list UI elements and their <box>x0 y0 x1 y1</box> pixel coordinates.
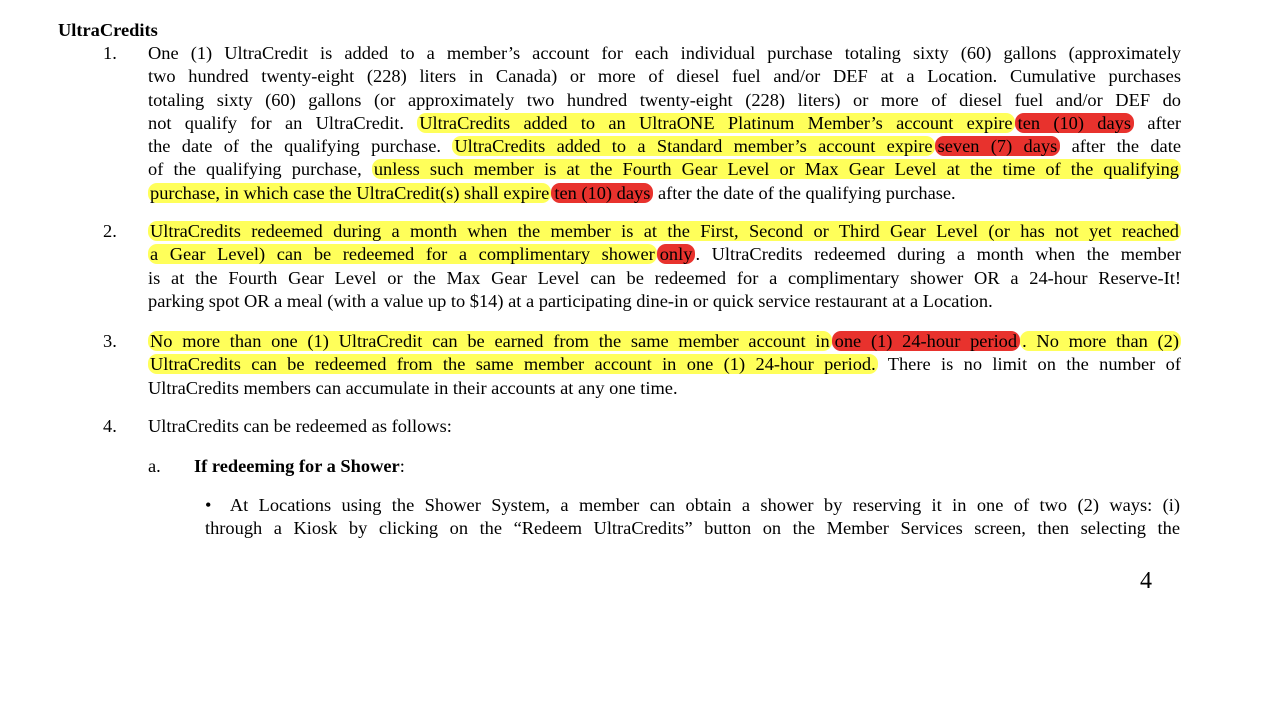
text-line <box>148 42 1181 65</box>
text-span: two hundred twenty-eight (228) liters in Canada) or more of diesel fuel and/or DEF at a Location. Cumulative purchases <box>148 66 1181 87</box>
yellow-highlight: purchase, in which case the UltraCredit(s) shall expire <box>150 182 550 203</box>
text-span: the date of the qualifying purchase. <box>148 136 453 157</box>
text-line <box>148 65 1181 88</box>
text-line <box>148 135 1181 158</box>
yellow-highlight: . No more than (2) <box>1022 331 1179 351</box>
list-number: 3. <box>103 331 117 351</box>
red-highlight: one (1) 24-hour period <box>832 331 1020 351</box>
text-line <box>148 290 1181 313</box>
text-line <box>148 158 1181 181</box>
text-line <box>148 89 1181 112</box>
red-highlight: only <box>657 244 696 264</box>
text-span: is at the Fourth Gear Level or the Max Gear Level can be redeemed for a complimentary shower OR a 24-hour Reserve-It! <box>148 267 1181 288</box>
text-line <box>148 112 1181 135</box>
text-span: UltraCredits members can accumulate in their accounts at any one time. <box>148 377 678 398</box>
text-span: . UltraCredits redeemed during a month when the member <box>695 244 1181 265</box>
text-span: totaling sixty (60) gallons (or approximately two hundred twenty-eight (228) liters) or more of diesel fuel and/or DEF do <box>148 89 1181 110</box>
sub-item-title <box>194 455 405 478</box>
list-number: 4. <box>103 416 117 436</box>
text-span: There is no limit on the number of <box>877 354 1181 375</box>
section-heading: UltraCredits <box>58 20 158 40</box>
red-highlight: ten (10) days <box>551 183 653 203</box>
text-line <box>148 220 1181 243</box>
list-item-text <box>148 330 1181 400</box>
bullet-line-2: through a Kiosk by clicking on the “Redeem UltraCredits” button on the Member Services screen, then selecting the <box>205 518 1180 539</box>
text-span: after the date <box>1060 136 1181 157</box>
yellow-highlight: a Gear Level) can be redeemed for a complimentary shower <box>150 244 655 265</box>
bullet-line-text: At Locations using the Shower System, a member can obtain a shower by reserving it in one of two (2) ways: (i) <box>211 495 1180 515</box>
text-span: after <box>1134 112 1182 133</box>
list-number: 2. <box>103 221 117 241</box>
list-item-text <box>148 220 1181 313</box>
page-number: 4 <box>1140 568 1152 594</box>
text-span: parking spot OR a meal (with a value up to $14) at a participating dine-in or quick service restaurant at a Location. <box>148 290 993 311</box>
text-span: after the date of the qualifying purchase. <box>653 182 956 203</box>
text-span: of the qualifying purchase, <box>148 159 372 180</box>
yellow-highlight: UltraCredits added to a Standard member’s account expire <box>454 136 933 157</box>
text-span: One (1) UltraCredit is added to a member’s account for each individual purchase totaling sixty (60) gallons (approximately <box>148 43 1181 63</box>
list-number: 1. <box>103 43 117 63</box>
yellow-highlight: No more than one (1) UltraCredit can be earned from the same member account in <box>150 331 830 351</box>
text-line <box>148 353 1181 376</box>
text-line <box>148 243 1181 266</box>
text-line <box>148 415 1181 438</box>
yellow-highlight: unless such member is at the Fourth Gear Level or Max Gear Level at the time of the qualifying <box>373 159 1179 180</box>
yellow-highlight: UltraCredits added to an UltraONE Platinum Member’s account expire <box>419 112 1013 133</box>
text-line <box>148 182 1181 205</box>
bullet-paragraph <box>205 494 1180 541</box>
text-line <box>148 267 1181 290</box>
list-item-text <box>148 42 1181 205</box>
sub-item-title-bold: If redeeming for a Shower <box>194 456 400 476</box>
text-line <box>148 330 1181 353</box>
text-line <box>148 377 1181 400</box>
bullet-line-1 <box>205 494 1180 517</box>
sub-item-title-suffix: : <box>399 456 405 476</box>
yellow-highlight: UltraCredits can be redeemed from the same member account in one (1) 24-hour period. <box>150 354 876 375</box>
list-item-text <box>148 415 1181 438</box>
red-highlight: seven (7) days <box>935 136 1061 156</box>
text-span: UltraCredits can be redeemed as follows: <box>148 416 452 436</box>
text-span: not qualify for an UltraCredit. <box>148 112 418 133</box>
red-highlight: ten (10) days <box>1015 113 1134 133</box>
bullet-symbol: • <box>205 495 212 515</box>
yellow-highlight: UltraCredits redeemed during a month when the member is at the First, Second or Third Gear Level (or has not yet reached <box>150 221 1179 241</box>
sub-item-label: a. <box>148 456 161 476</box>
